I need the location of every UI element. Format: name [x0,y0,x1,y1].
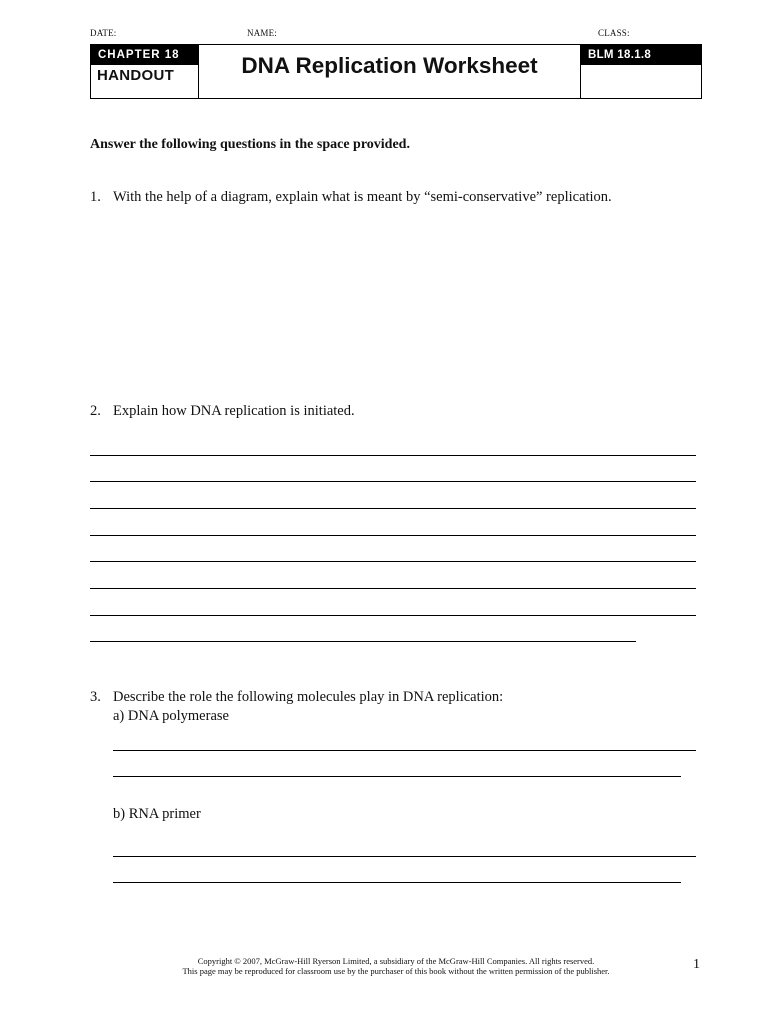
question-text: With the help of a diagram, explain what is meant by “semi-conservative” replication. [113,189,612,205]
copyright-text: Copyright © 2007, McGraw-Hill Ryerson Limited, a subsidiary of the McGraw-Hill Companies. All rights reserved. [197,956,595,966]
answer-line[interactable] [90,641,636,642]
question-3b-label: b) RNA primer [113,806,201,822]
question-3a-label: a) DNA polymerase [113,708,229,724]
date-label: DATE: [90,28,117,38]
blm-cell [580,45,701,98]
answer-line[interactable] [113,856,696,857]
question-number: 3. [90,689,101,705]
footer [90,956,702,976]
question-text: Describe the role the following molecules play in DNA replication: [113,689,504,705]
answer-line[interactable] [90,615,696,616]
instructions: Answer the following questions in the space provided. [90,137,410,152]
question-number: 2. [90,403,101,419]
chapter-label: CHAPTER 18 [91,45,198,65]
chapter-cell [91,45,199,98]
class-label: CLASS: [598,28,630,38]
answer-line[interactable] [113,776,681,777]
header-box [90,44,702,99]
page-title: DNA Replication Worksheet [241,53,538,78]
permission-text: This page may be reproduced for classroom use by the purchaser of this book without the written permission of the publisher. [182,966,610,976]
diagram-answer-area[interactable] [90,215,702,395]
question-1 [90,189,612,206]
answer-line[interactable] [90,455,696,456]
answer-line[interactable] [90,481,696,482]
answer-line[interactable] [90,535,696,536]
answer-line[interactable] [90,588,696,589]
answer-line[interactable] [90,561,696,562]
blm-label: BLM 18.1.8 [581,45,701,65]
question-2 [90,403,355,420]
answer-line[interactable] [113,882,681,883]
name-label: NAME: [247,28,277,38]
answer-line[interactable] [90,508,696,509]
question-text: Explain how DNA replication is initiated. [113,403,355,419]
question-3 [90,689,503,706]
page-number: 1 [693,957,700,972]
question-number: 1. [90,189,101,205]
handout-label: HANDOUT [97,67,175,84]
answer-line[interactable] [113,750,696,751]
